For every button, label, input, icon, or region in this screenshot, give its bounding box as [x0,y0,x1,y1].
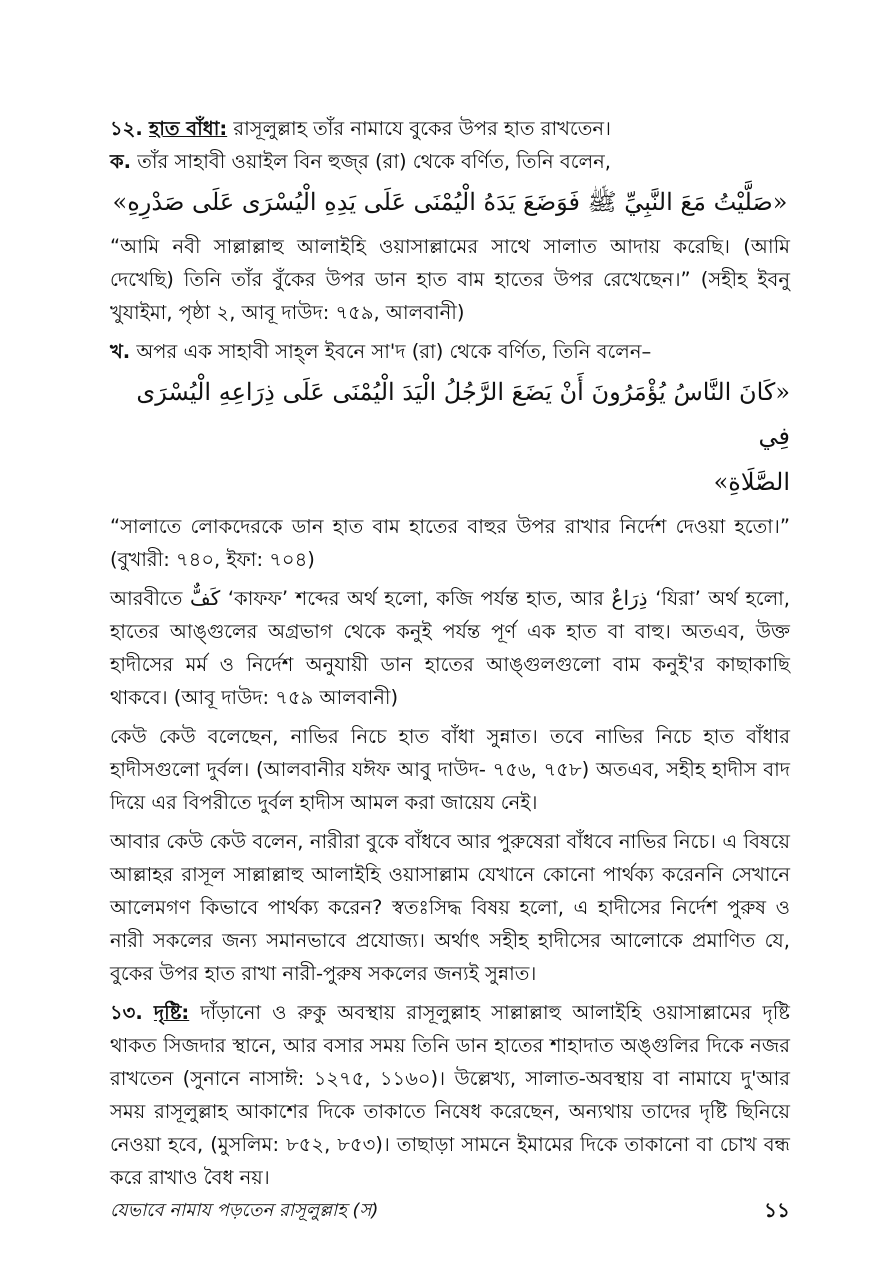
hadith-kha-arabic-line-1: «كَانَ النَّاسُ يُؤْمَرُونَ أَنْ يَضَعَ الرَّجُلُ الْيَدَ الْيُمْنَى عَلَى ذِرَاعِهِ الْيُسْرَى فِي [136,378,790,450]
section-12-heading-line [110,112,790,145]
page-content [110,112,790,1200]
footer-page-number: ১১ [764,1198,790,1222]
section-12-title: হাত বাঁধা: [148,117,228,140]
explanation-part-3: ‘যিরা’ অর্থ হলো, হাতের আঙ্গুলের অগ্রভাগ থেকে কনুই পর্যন্ত পূর্ণ এক হাত বা বাহু। অতএব, উক্ত হাদীসের মর্ম ও নির্দেশ অনুযায়ী ডান হাতের আঙ্গুলগুলো বাম কনুই'র কাছাকাছি থাকবে। (আবূ দাউদ: ৭৫৯ আলবানী) [110,587,790,709]
hadith-ka-translation: “আমি নবী সাল্লাল্লাহু আলাইহি ওয়াসাল্লামের সাথে সালাত আদায় করেছি। (আমি দেখেছি) তিনি তাঁর বুঁকের উপর ডান হাত বাম হাতের উপর রেখেছেন।” (সহীহ ইবনু খুযাইমা, পৃষ্ঠা ২, আবূ দাউদ: ৭৫৯, আলবানী) [110,235,790,324]
section-13-title: দৃষ্টি: [153,1001,190,1024]
section-12-number: ১২. [110,117,143,140]
item-ka-text: তাঁর সাহাবী ওয়াইল বিন হুজ্‌র (রা) থেকে বর্ণিত, তিনি বলেন, [131,150,611,173]
item-kha-label: খ. [110,340,131,363]
footer-book-title: যেভাবে নামায পড়তেন রাসূলুল্লাহ (স) [110,1200,379,1221]
section-13-number: ১৩. [110,1001,143,1024]
hadith-ka-arabic: «صَلَّيْتُ مَعَ النَّبِيِّ ﷺ فَوَضَعَ يَدَهُ الْيُمْنَى عَلَى يَدِهِ الْيُسْرَى عَلَى صَدْرِهِ» [112,188,788,216]
item-kha-text: অপর এক সাহাবী সাহ্‌ল ইবনে সা'দ (রা) থেকে বর্ণিত, তিনি বলেন– [130,340,652,363]
explanation-paragraph [110,582,790,714]
hadith-kha-translation: “সালাতে লোকদেরকে ডান হাত বাম হাতের বাহুর উপর রাখার নির্দেশ দেওয়া হতো।” (বুখারী: ৭৪০, ইফা: ৭০৪) [110,515,790,571]
arabic-word-kaff: كَفٌّ [190,586,221,610]
page-footer [110,1196,790,1236]
explanation-part-1: আরবীতে [110,587,190,610]
gender-paragraph: আবার কেউ কেউ বলেন, নারীরা বুকে বাঁধবে আর পুরুষেরা বাঁধবে নাভির নিচে। এ বিষয়ে আল্লাহর রাসূল সাল্লাল্লাহু আলাইহি ওয়াসাল্লাম যেখানে কোনো পার্থক্য করেননি সেখানে আলেমগণ কিভাবে পার্থক্য করেন? স্বতঃসিদ্ধ বিষয় হলো, এ হাদীসের নির্দেশ পুরুষ ও নারী সকলের জন্য সমানভাবে প্রযোজ্য। অর্থাৎ সহীহ হাদীসের আলোকে প্রমাণিত যে, বুকের উপর হাত রাখা নারী-পুরুষ সকলের জন্যই সুন্নাত। [110,830,790,985]
item-ka-line [110,145,790,178]
section-13-text: দাঁড়ানো ও রুকু অবস্থায় রাসূলুল্লাহ সাল্লাল্লাহু আলাইহি ওয়াসাল্লামের দৃষ্টি থাকত সিজদার স্থানে, আর বসার সময় তিনি ডান হাতের শাহাদাত অঙ্গুলির দিকে নজর রাখতেন (সুনানে নাসাঈ: ১২৭৫, ১১৬০)। উল্লেখ্য, সালাত-অবস্থায় বা নামাযে দু'আর সময় রাসূলুল্লাহ আকাশের দিকে তাকাতে নিষেধ করেছেন, অন্যথায় তাদের দৃষ্টি ছিনিয়ে নেওয়া হবে, (মুসলিম: ৮৫২, ৮৫৩)। তাছাড়া সামনে ইমামের দিকে তাকানো বা চোখ বন্ধ করে রাখাও বৈধ নয়। [110,1001,790,1189]
item-ka-label: ক. [110,150,132,173]
explanation-part-2: ‘কাফফ’ শব্দের অর্থ হলো, কজি পর্যন্ত হাত, আর [220,587,612,610]
section-13-paragraph [110,996,790,1194]
arabic-word-dhira: ذِرَاعٌ [611,586,648,610]
navel-paragraph: কেউ কেউ বলেছেন, নাভির নিচে হাত বাঁধা সুন্নাত। তবে নাভির নিচে হাত বাঁধার হাদীসগুলো দুর্বল। (আলবানীর যঈফ আবু দাউদ- ৭৫৬, ৭৫৮) অতএব, সহীহ হাদীস বাদ দিয়ে এর বিপরীতে দুর্বল হাদীস আমল করা জায়েয নেই। [110,725,790,814]
section-12-intro: রাসূলুল্লাহ তাঁর নামাযে বুকের উপর হাত রাখতেন। [227,117,611,140]
hadith-kha-arabic-line-2: الصَّلَاةِ» [713,468,790,496]
item-kha-line [110,335,790,368]
